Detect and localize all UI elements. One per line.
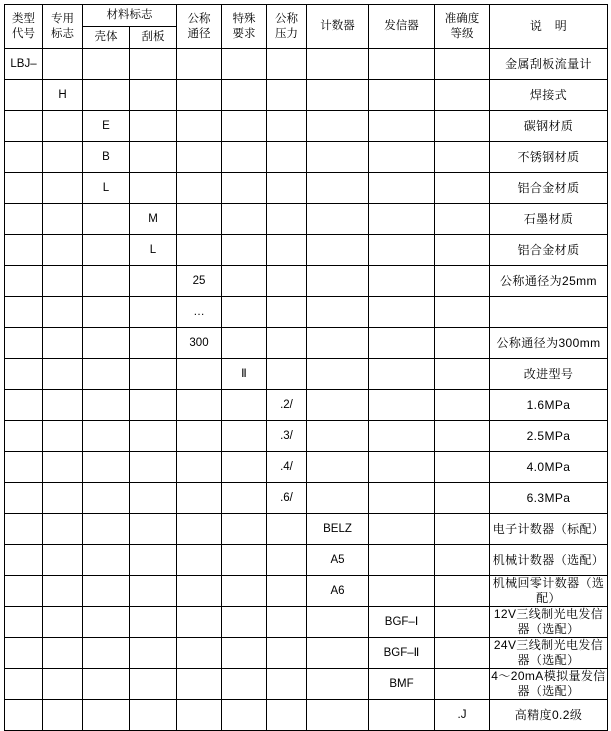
empty-cell xyxy=(5,80,43,111)
empty-cell xyxy=(130,669,177,700)
empty-cell xyxy=(130,514,177,545)
empty-cell xyxy=(43,669,83,700)
empty-cell xyxy=(83,266,130,297)
empty-cell xyxy=(5,607,43,638)
empty-cell xyxy=(83,421,130,452)
empty-cell xyxy=(177,483,222,514)
code-cell: … xyxy=(177,297,222,328)
description-cell: 不锈钢材质 xyxy=(490,142,608,173)
empty-cell xyxy=(307,173,369,204)
table-row xyxy=(5,266,608,297)
empty-cell xyxy=(307,607,369,638)
empty-cell xyxy=(130,483,177,514)
empty-cell xyxy=(43,142,83,173)
empty-cell xyxy=(43,49,83,80)
empty-cell xyxy=(83,576,130,607)
code-cell: .J xyxy=(435,700,490,731)
empty-cell xyxy=(177,700,222,731)
empty-cell xyxy=(5,173,43,204)
empty-cell xyxy=(177,669,222,700)
empty-cell xyxy=(435,297,490,328)
empty-cell xyxy=(307,80,369,111)
empty-cell xyxy=(307,111,369,142)
empty-cell xyxy=(5,545,43,576)
empty-cell xyxy=(177,111,222,142)
empty-cell xyxy=(5,266,43,297)
empty-cell xyxy=(222,421,267,452)
empty-cell xyxy=(267,514,307,545)
empty-cell xyxy=(5,297,43,328)
empty-cell xyxy=(83,607,130,638)
table-row xyxy=(5,638,608,669)
description-cell: 4～20mA模拟量发信器（选配） xyxy=(491,669,606,698)
empty-cell xyxy=(130,421,177,452)
spec-table-sheet xyxy=(0,4,611,722)
code-cell: A6 xyxy=(307,576,369,607)
empty-cell xyxy=(267,111,307,142)
empty-cell xyxy=(222,80,267,111)
description-cell: 12V三线制光电发信器（选配） xyxy=(490,607,608,638)
table-header xyxy=(5,5,608,49)
empty-cell xyxy=(177,359,222,390)
empty-cell xyxy=(435,483,490,514)
empty-cell xyxy=(83,204,130,235)
empty-cell xyxy=(130,359,177,390)
header-accuracy-class xyxy=(435,5,490,49)
empty-cell xyxy=(369,111,435,142)
empty-cell xyxy=(307,390,369,421)
empty-cell xyxy=(222,266,267,297)
empty-cell xyxy=(43,266,83,297)
header-nominal-pressure-line2: 压力 xyxy=(275,27,298,40)
empty-cell xyxy=(5,452,43,483)
header-type-code-line1: 类型 xyxy=(12,13,35,26)
empty-cell xyxy=(177,514,222,545)
empty-cell xyxy=(435,576,490,607)
empty-cell xyxy=(307,49,369,80)
empty-cell xyxy=(43,111,83,142)
empty-cell xyxy=(177,390,222,421)
empty-cell xyxy=(267,266,307,297)
empty-cell xyxy=(369,421,435,452)
empty-cell xyxy=(369,297,435,328)
code-cell: Ⅱ xyxy=(222,359,267,390)
empty-cell xyxy=(83,452,130,483)
empty-cell xyxy=(435,80,490,111)
empty-cell xyxy=(130,49,177,80)
empty-cell xyxy=(307,669,369,700)
table-row xyxy=(5,576,608,607)
description-cell: 电子计数器（标配） xyxy=(490,514,608,545)
empty-cell xyxy=(43,576,83,607)
empty-cell xyxy=(267,545,307,576)
empty-cell xyxy=(435,545,490,576)
empty-cell xyxy=(307,142,369,173)
empty-cell xyxy=(222,452,267,483)
header-special-mark-line2: 标志 xyxy=(51,27,74,40)
empty-cell xyxy=(222,204,267,235)
empty-cell xyxy=(222,638,267,669)
description-cell: 铝合金材质 xyxy=(490,235,608,266)
table-body xyxy=(5,49,608,731)
empty-cell xyxy=(43,204,83,235)
empty-cell xyxy=(267,576,307,607)
empty-cell xyxy=(267,204,307,235)
empty-cell xyxy=(435,669,490,700)
empty-cell xyxy=(369,142,435,173)
empty-cell xyxy=(435,235,490,266)
empty-cell xyxy=(267,328,307,359)
empty-cell xyxy=(177,49,222,80)
empty-cell xyxy=(177,80,222,111)
empty-cell xyxy=(222,545,267,576)
header-counter: 计数器 xyxy=(307,5,369,49)
empty-cell xyxy=(5,700,43,731)
empty-cell xyxy=(369,235,435,266)
empty-cell xyxy=(43,452,83,483)
code-cell: LBJ– xyxy=(5,49,43,80)
empty-cell xyxy=(43,514,83,545)
empty-cell xyxy=(267,142,307,173)
description-cell: 1.6MPa xyxy=(490,390,608,421)
code-cell: B xyxy=(83,142,130,173)
empty-cell xyxy=(307,266,369,297)
empty-cell xyxy=(222,111,267,142)
empty-cell xyxy=(83,80,130,111)
table-row xyxy=(5,545,608,576)
empty-cell xyxy=(369,266,435,297)
empty-cell xyxy=(435,421,490,452)
empty-cell xyxy=(267,235,307,266)
header-nominal-diameter-line1: 公称 xyxy=(187,13,211,26)
table-row xyxy=(5,297,608,328)
empty-cell xyxy=(222,514,267,545)
table-row xyxy=(5,390,608,421)
empty-cell xyxy=(83,514,130,545)
empty-cell xyxy=(267,80,307,111)
empty-cell xyxy=(435,204,490,235)
empty-cell xyxy=(435,638,490,669)
empty-cell xyxy=(43,545,83,576)
empty-cell xyxy=(130,111,177,142)
code-cell: 300 xyxy=(177,328,222,359)
empty-cell xyxy=(435,142,490,173)
code-cell: .6/ xyxy=(267,483,307,514)
empty-cell xyxy=(5,142,43,173)
empty-cell xyxy=(130,328,177,359)
description-cell: 铝合金材质 xyxy=(490,173,608,204)
empty-cell xyxy=(369,359,435,390)
description-cell: 机械计数器（选配） xyxy=(490,545,608,576)
empty-cell xyxy=(43,638,83,669)
empty-cell xyxy=(267,359,307,390)
empty-cell xyxy=(43,173,83,204)
header-row-top xyxy=(5,5,608,27)
empty-cell xyxy=(307,421,369,452)
code-cell: BELZ xyxy=(307,514,369,545)
description-cell xyxy=(490,297,608,328)
description-cell: 金属刮板流量计 xyxy=(490,49,608,80)
header-special-mark xyxy=(43,5,83,49)
empty-cell xyxy=(130,173,177,204)
header-material-shell: 壳体 xyxy=(83,27,130,49)
header-material-scraper: 刮板 xyxy=(130,27,177,49)
empty-cell xyxy=(307,204,369,235)
empty-cell xyxy=(222,576,267,607)
code-cell: BGF–Ⅰ xyxy=(369,607,435,638)
empty-cell xyxy=(83,328,130,359)
empty-cell xyxy=(307,638,369,669)
empty-cell xyxy=(5,390,43,421)
code-cell: .3/ xyxy=(267,421,307,452)
table-row xyxy=(5,514,608,545)
empty-cell xyxy=(83,669,130,700)
empty-cell xyxy=(177,421,222,452)
empty-cell xyxy=(435,49,490,80)
empty-cell xyxy=(222,49,267,80)
code-cell: .2/ xyxy=(267,390,307,421)
empty-cell xyxy=(43,390,83,421)
empty-cell xyxy=(83,483,130,514)
empty-cell xyxy=(307,235,369,266)
description-cell: 机械回零计数器（选配） xyxy=(490,576,608,607)
empty-cell xyxy=(130,545,177,576)
empty-cell xyxy=(369,173,435,204)
description-cell: 公称通径为300mm xyxy=(490,328,608,359)
empty-cell xyxy=(267,638,307,669)
empty-cell xyxy=(177,576,222,607)
empty-cell xyxy=(5,576,43,607)
code-cell: A5 xyxy=(307,545,369,576)
empty-cell xyxy=(5,111,43,142)
empty-cell xyxy=(5,669,43,700)
table-row xyxy=(5,328,608,359)
empty-cell xyxy=(43,328,83,359)
empty-cell xyxy=(83,297,130,328)
empty-cell xyxy=(43,483,83,514)
empty-cell xyxy=(222,483,267,514)
empty-cell xyxy=(435,514,490,545)
empty-cell xyxy=(177,142,222,173)
empty-cell xyxy=(369,700,435,731)
description-cell: 焊接式 xyxy=(490,80,608,111)
empty-cell xyxy=(177,638,222,669)
empty-cell xyxy=(307,483,369,514)
empty-cell xyxy=(307,452,369,483)
empty-cell xyxy=(130,390,177,421)
header-special-request xyxy=(222,5,267,49)
empty-cell xyxy=(369,390,435,421)
empty-cell xyxy=(43,235,83,266)
empty-cell xyxy=(435,607,490,638)
empty-cell xyxy=(177,607,222,638)
empty-cell xyxy=(43,700,83,731)
description-cell: 4.0MPa xyxy=(490,452,608,483)
empty-cell xyxy=(369,483,435,514)
table-row xyxy=(5,421,608,452)
empty-cell xyxy=(83,545,130,576)
empty-cell xyxy=(222,607,267,638)
empty-cell xyxy=(435,390,490,421)
empty-cell xyxy=(222,328,267,359)
empty-cell xyxy=(130,297,177,328)
empty-cell xyxy=(5,638,43,669)
table-row xyxy=(5,111,608,142)
description-cell: 高精度0.2级 xyxy=(490,700,608,731)
empty-cell xyxy=(83,359,130,390)
description-cell: 公称通径为25mm xyxy=(490,266,608,297)
empty-cell xyxy=(307,700,369,731)
table-row xyxy=(5,173,608,204)
code-cell: 25 xyxy=(177,266,222,297)
empty-cell xyxy=(43,297,83,328)
empty-cell xyxy=(222,235,267,266)
empty-cell xyxy=(5,328,43,359)
table-row xyxy=(5,359,608,390)
table-row xyxy=(5,452,608,483)
empty-cell xyxy=(5,514,43,545)
header-transmitter: 发信器 xyxy=(369,5,435,49)
code-cell: BMF xyxy=(369,669,435,700)
header-nominal-pressure xyxy=(267,5,307,49)
empty-cell xyxy=(222,669,267,700)
table-row xyxy=(5,142,608,173)
header-nominal-pressure-line1: 公称 xyxy=(275,13,298,26)
header-description: 说 明 xyxy=(490,5,608,49)
code-cell: L xyxy=(130,235,177,266)
empty-cell xyxy=(369,452,435,483)
empty-cell xyxy=(435,452,490,483)
empty-cell xyxy=(130,266,177,297)
table-row xyxy=(5,204,608,235)
empty-cell xyxy=(435,328,490,359)
code-cell: H xyxy=(43,80,83,111)
empty-cell xyxy=(130,607,177,638)
description-cell: 改进型号 xyxy=(490,359,608,390)
empty-cell xyxy=(435,266,490,297)
table-row xyxy=(5,235,608,266)
empty-cell xyxy=(5,483,43,514)
empty-cell xyxy=(43,421,83,452)
empty-cell xyxy=(177,204,222,235)
header-accuracy-class-line2: 等级 xyxy=(450,27,474,40)
empty-cell xyxy=(222,142,267,173)
empty-cell xyxy=(130,700,177,731)
empty-cell xyxy=(177,173,222,204)
table-row xyxy=(5,80,608,111)
empty-cell xyxy=(5,421,43,452)
table-row xyxy=(5,49,608,80)
header-special-request-line2: 要求 xyxy=(232,27,256,40)
empty-cell xyxy=(222,297,267,328)
empty-cell xyxy=(435,111,490,142)
description-cell: 6.3MPa xyxy=(490,483,608,514)
header-type-code-line2: 代号 xyxy=(12,27,35,40)
empty-cell xyxy=(307,297,369,328)
table-row xyxy=(5,669,608,700)
empty-cell xyxy=(83,700,130,731)
empty-cell xyxy=(369,545,435,576)
empty-cell xyxy=(130,452,177,483)
empty-cell xyxy=(83,638,130,669)
empty-cell xyxy=(5,235,43,266)
empty-cell xyxy=(369,204,435,235)
header-nominal-diameter-line2: 通径 xyxy=(187,27,211,40)
empty-cell xyxy=(369,328,435,359)
table-row xyxy=(5,607,608,638)
empty-cell xyxy=(369,576,435,607)
empty-cell xyxy=(435,173,490,204)
empty-cell xyxy=(267,607,307,638)
code-cell: L xyxy=(83,173,130,204)
description-cell: 2.5MPa xyxy=(490,421,608,452)
table-row xyxy=(5,483,608,514)
empty-cell xyxy=(369,49,435,80)
code-cell: BGF–Ⅱ xyxy=(369,638,435,669)
description-cell: 碳钢材质 xyxy=(490,111,608,142)
model-code-table xyxy=(4,4,608,731)
empty-cell xyxy=(43,607,83,638)
empty-cell xyxy=(369,514,435,545)
empty-cell xyxy=(435,359,490,390)
empty-cell xyxy=(5,204,43,235)
code-cell: E xyxy=(83,111,130,142)
empty-cell xyxy=(43,359,83,390)
empty-cell xyxy=(83,390,130,421)
empty-cell xyxy=(267,669,307,700)
empty-cell xyxy=(83,49,130,80)
empty-cell xyxy=(130,80,177,111)
header-special-mark-line1: 专用 xyxy=(51,13,74,26)
code-cell: .4/ xyxy=(267,452,307,483)
header-nominal-diameter xyxy=(177,5,222,49)
empty-cell xyxy=(83,235,130,266)
empty-cell xyxy=(177,452,222,483)
empty-cell xyxy=(5,359,43,390)
empty-cell xyxy=(307,328,369,359)
empty-cell xyxy=(130,576,177,607)
empty-cell xyxy=(369,80,435,111)
header-special-request-line1: 特殊 xyxy=(232,13,256,26)
empty-cell xyxy=(130,142,177,173)
empty-cell xyxy=(177,545,222,576)
header-material-group: 材料标志 xyxy=(83,5,177,27)
empty-cell xyxy=(222,700,267,731)
empty-cell xyxy=(267,700,307,731)
description-cell: 24V三线制光电发信器（选配） xyxy=(490,638,608,669)
empty-cell xyxy=(267,173,307,204)
header-accuracy-class-line1: 准确度 xyxy=(444,13,480,26)
empty-cell xyxy=(267,297,307,328)
empty-cell xyxy=(222,173,267,204)
empty-cell xyxy=(267,49,307,80)
empty-cell xyxy=(307,359,369,390)
table-row xyxy=(5,700,608,731)
empty-cell xyxy=(222,390,267,421)
code-cell: M xyxy=(130,204,177,235)
description-cell: 石墨材质 xyxy=(490,204,608,235)
header-type-code xyxy=(5,5,43,49)
empty-cell xyxy=(177,235,222,266)
empty-cell xyxy=(130,638,177,669)
